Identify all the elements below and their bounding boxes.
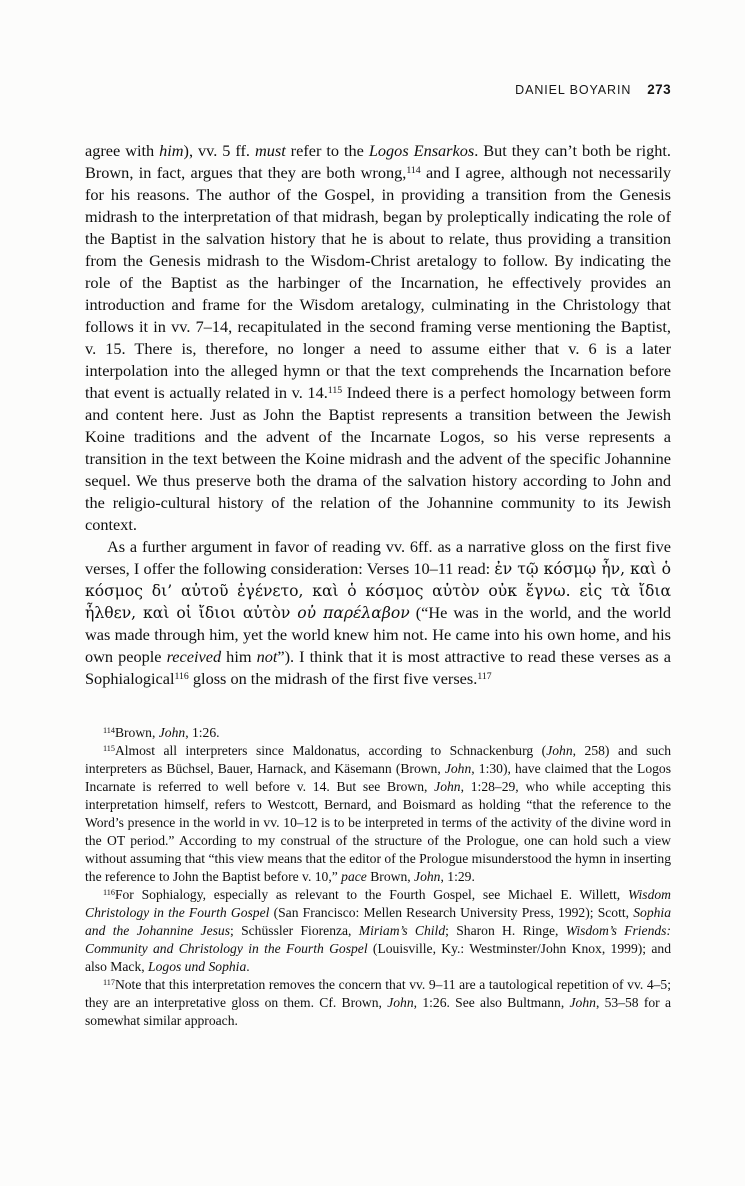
text-run: (“He was in the world, and the world was made through him, yet the world knew him not. He came into his own home, and his own people [85, 603, 672, 666]
footnote-reference: 117 [477, 671, 492, 683]
footnote-reference: 114 [406, 165, 421, 177]
text-run: John [546, 743, 573, 758]
running-head [85, 82, 671, 98]
page-number: 273 [647, 82, 671, 97]
text-run: , 1:29. [440, 869, 475, 884]
body-paragraph [85, 536, 671, 690]
text-run: and I agree, although not necessarily for his reasons. The author of the Gospel, in providing a transition from the Genesis midrash to the interpretation of that midrash, began by proleptically indicating the role of the Baptist in the salvation history that he is about to relate, thus providing a transition from the Genesis midrash to the Wisdom-Christ aretalogy to follow. By indicating the role of the Baptist as the harbinger of the Incarnation, he effectively provides an introduction and frame for the Wisdom aretalogy, culminating in the Christology that follows it in vv. 7–14, recapitulated in the second framing verse mentioning the Baptist, v. 15. There is, therefore, no longer a need to assume either that v. 6 is a later interpolation into the alleged hymn or that the text comprehends the Incarnation before that event is actually related in v. 14. [85, 163, 671, 402]
footnote [85, 886, 671, 976]
text-run: , 1:26. [185, 725, 220, 740]
greek-text-run: ἐν τῷ κόσμῳ ἦν, καὶ ὁ κόσμος δι’ αὐτοῦ ἐγένετο, καὶ ὁ κόσμος αὐτὸν οὐκ ἔγνω. εἰς τὰ ἴδια ἦλθεν, καὶ οἱ ἴδιοι αὐτὸν [85, 560, 671, 622]
text-run: . [246, 959, 250, 974]
text-run: received [166, 647, 222, 666]
text-run: Wisdom’s Friends: Community and Christology in the Fourth Gospel [85, 923, 671, 956]
footnote [85, 724, 671, 742]
text-run: John [387, 995, 414, 1010]
running-head-author: DANIEL BOYARIN [515, 83, 632, 97]
text-run: him [221, 647, 257, 666]
article-body [85, 140, 671, 690]
text-run: , 1:26. See also Bultmann, [413, 995, 570, 1010]
text-run: John [434, 779, 461, 794]
footnote-marker: 115 [103, 743, 115, 753]
text-run: , 258) and such interpreters as Büchsel, Bauer, Harnack, and Käsemann (Brown, [85, 743, 671, 776]
text-run: , 53–58 for a somewhat similar approach. [85, 995, 672, 1028]
text-run: not [256, 647, 278, 666]
footnote-reference: 116 [174, 671, 189, 683]
text-run: John [414, 869, 441, 884]
journal-page [85, 82, 671, 1030]
text-run: Logos Ensarkos [368, 141, 475, 160]
text-run: As a further argument in favor of reading vv. 6ff. as a narrative gloss on the first five verses, I offer the following consideration: Verses 10–11 read: [85, 537, 671, 578]
text-run: (Louisville, Ky.: Westminster/John Knox, 1999); and also Mack, [85, 941, 671, 974]
footnote-reference: 115 [327, 385, 343, 397]
text-run: , 1:30), have claimed that the Logos Incarnate is referred to well before v. 14. But see Brown, [85, 761, 671, 794]
text-run: Sophia and the Johannine Jesus [85, 905, 671, 938]
body-paragraph [85, 140, 671, 536]
greek-text-run: οὐ παρέλαβον [297, 604, 410, 622]
text-run: agree with [85, 141, 160, 160]
footnote [85, 742, 671, 886]
text-run: Brown, [366, 869, 415, 884]
text-run: Wisdom Christology in the Fourth Gospel [85, 887, 671, 920]
text-run: Almost all interpreters since Maldonatus, according to Schnackenburg ( [114, 743, 547, 758]
footnote-marker: 117 [103, 977, 115, 987]
footnotes-block [85, 724, 671, 1030]
text-run: gloss on the midrash of the first five verses. [188, 669, 478, 688]
footnote [85, 976, 671, 1030]
text-run: refer to the [285, 141, 369, 160]
text-run: Brown, [114, 725, 159, 740]
text-run: him [159, 141, 184, 160]
footnote-marker: 114 [103, 725, 115, 735]
text-run: . But they can’t both be right. Brown, in fact, argues that they are both wrong, [85, 141, 672, 182]
text-run: ), vv. 5 ff. [183, 141, 255, 160]
text-run: Logos und Sophia [148, 959, 247, 974]
text-run: pace [341, 869, 367, 884]
text-run: John [158, 725, 186, 740]
text-run: ; Sharon H. Ringe, [445, 923, 566, 938]
text-run: John [569, 995, 596, 1010]
text-run: Miriam’s Child [358, 923, 446, 938]
text-run: must [254, 141, 286, 160]
footnote-marker: 116 [103, 887, 115, 897]
text-run: John [444, 761, 472, 776]
text-run: , 1:28–29, who while accepting this interpretation himself, refers to Westcott, Bernard, and Boismard as holding “that the reference to the Word’s presence in the world in vv. 10–12 is to be interpreted in terms of the activity of the divine word in the OT period.” According to my construal of the structure of the Prologue, one can hold such a view without assuming that “this view means that the editor of the Prologue misunderstood the hymn in inserting the reference to John the Baptist before v. 10,” [85, 779, 671, 884]
text-run: Note that this interpretation removes the concern that vv. 9–11 are a tautological repetition of vv. 4–5; they are an interpretative gloss on them. Cf. Brown, [85, 977, 671, 1010]
text-run: For Sophialogy, especially as relevant to the Fourth Gospel, see Michael E. Willett, [114, 887, 628, 902]
text-run: ; Schüssler Fiorenza, [230, 923, 359, 938]
text-run: Indeed there is a perfect homology between form and content here. Just as John the Baptist represents a transition between the Jewish Koine traditions and the advent of the Incarnate Logos, so his verse represents a transition in the text between the Koine midrash and the advent of the specific Johannine sequel. We thus preserve both the drama of the salvation history according to John and the religio-cultural history of the relation of the Johannine community to its Jewish context. [85, 383, 672, 534]
text-run: ”). I think that it is most attractive to read these verses as a Sophialogical [85, 647, 671, 688]
text-run: (San Francisco: Mellen Research University Press, 1992); Scott, [269, 905, 634, 920]
